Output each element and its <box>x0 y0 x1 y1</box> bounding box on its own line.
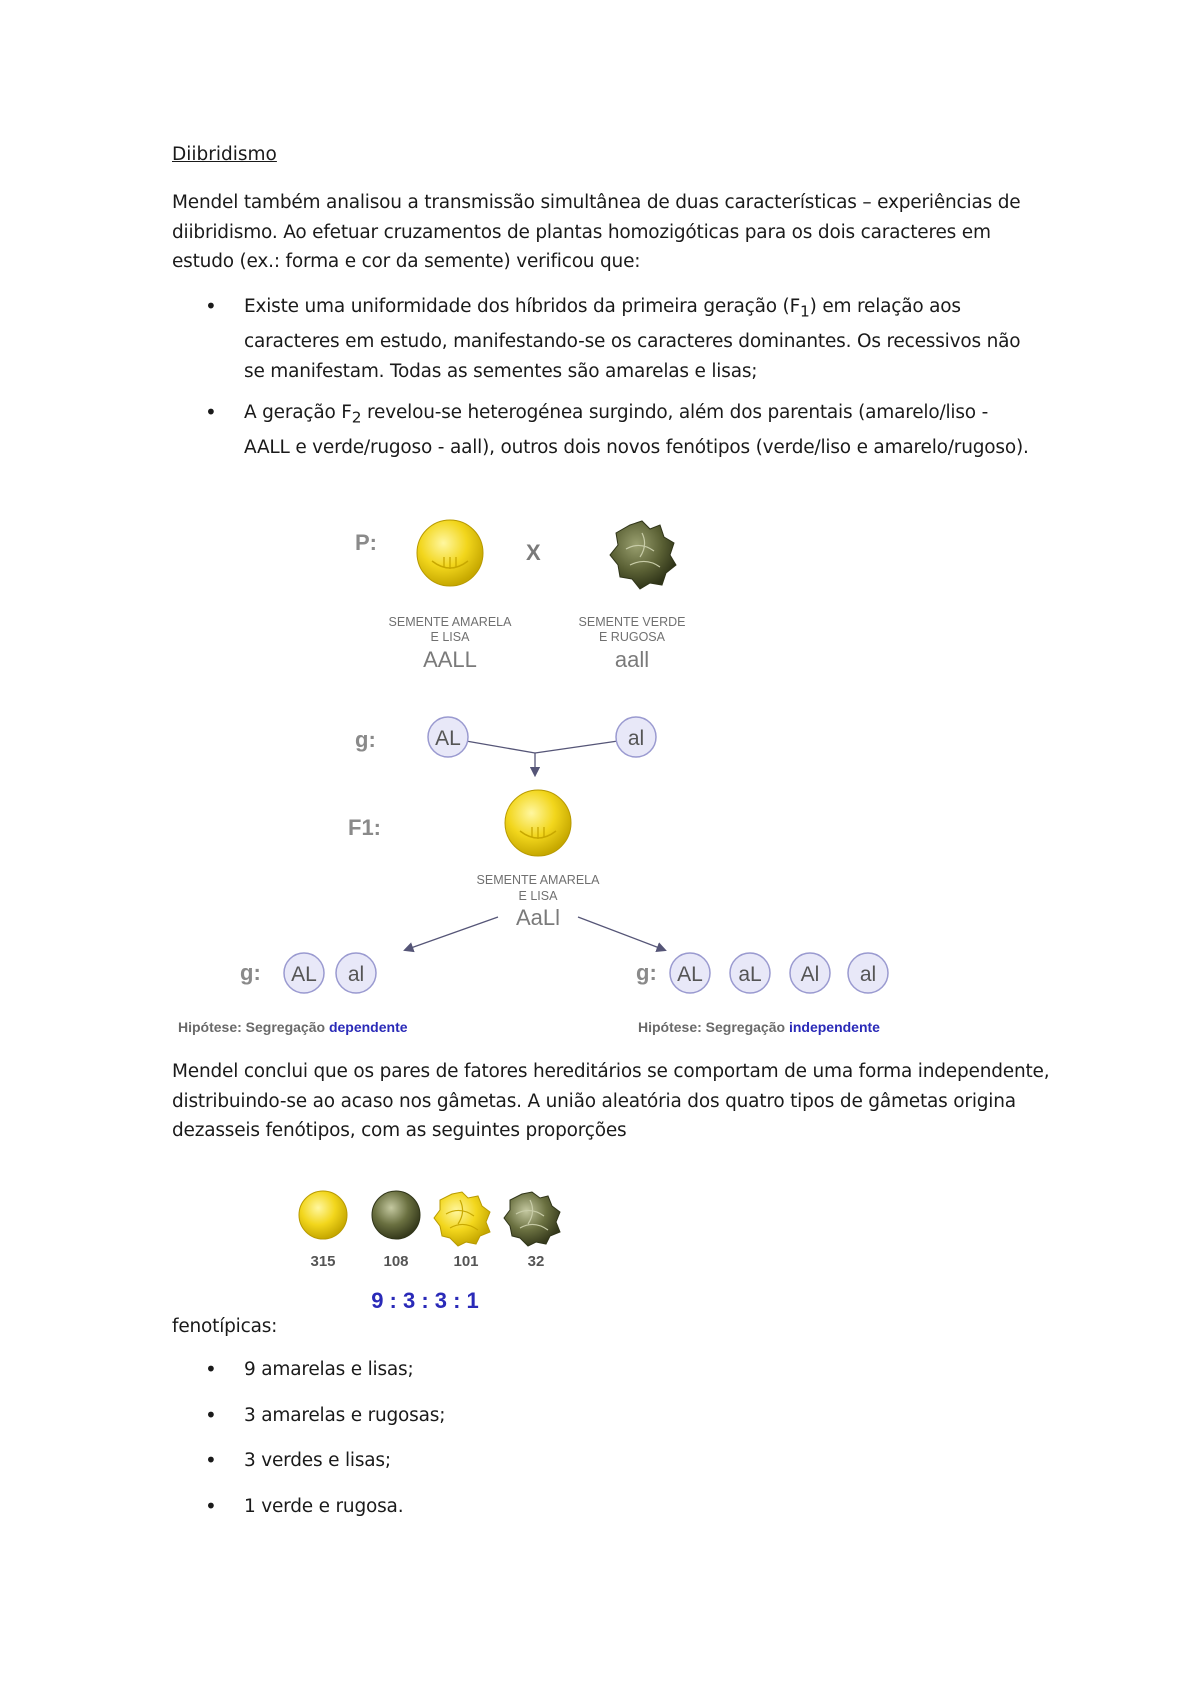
phenotype-count: 101 <box>453 1253 479 1270</box>
proportions-list <box>0 1355 1034 1537</box>
parent2-description-2: E RUGOSA <box>599 630 665 644</box>
yellow-smooth-seed-icon <box>417 520 483 586</box>
proportion-item: • 9 amarelas e lisas; <box>0 1355 1034 1385</box>
f1-description: SEMENTE AMARELA <box>476 873 600 887</box>
gamete-circle <box>848 953 888 993</box>
gamete-circle <box>730 953 770 993</box>
gamete-circle <box>790 953 830 993</box>
phenotype-count: 32 <box>527 1253 545 1270</box>
svg-text:al: al <box>627 727 645 750</box>
observation-item: • Existe uma uniformidade dos híbridos da primeira geração $(F_1)$ em relação aos caracteres em estudo, manifestando-se os caracteres dominantes. Os recessivos não se manifestam. Todas as sementes são amarelas e lisas; <box>0 292 1034 386</box>
gamete-circle <box>428 717 468 757</box>
phenotypic-ratio: 9 : 3 : 3 : 1 <box>371 1288 479 1313</box>
green-smooth-seed-icon <box>372 1191 420 1239</box>
phenotype-count: 108 <box>383 1253 409 1270</box>
gamete-label: g: <box>636 960 657 985</box>
svg-text:aL: aL <box>738 963 762 986</box>
p-label: P: <box>355 530 377 555</box>
parent1-genotype: AALL <box>423 647 477 672</box>
conclusion-paragraph: Mendel conclui que os pares de fatores hereditários se comportam de uma forma independente, distribuindo-se ao acaso nos gâmetas. A união aleatória dos quatro tipos de gâmetas origina dezasseis fenótipos, com as seguintes proporções <box>172 1061 1050 1141</box>
gamete-circle <box>284 953 324 993</box>
green-wrinkled-seed-icon <box>610 521 676 589</box>
svg-text:AL: AL <box>677 963 703 986</box>
proportion-item: • 3 amarelas e rugosas; <box>0 1401 1034 1431</box>
svg-text:al: al <box>347 963 365 986</box>
proportion-item: • 1 verde e rugosa. <box>0 1492 1034 1522</box>
observation-item: • A geração $F_2$ revelou-se heterogénea surgindo, além dos parentais (amarelo/liso - AALL e verde/rugoso - aall), outros dois novos fenótipos (verde/liso e amarelo/rugoso). <box>0 398 1034 463</box>
gamete-label: g: <box>240 960 261 985</box>
yellow-wrinkled-seed-icon <box>434 1192 490 1246</box>
hypothesis-independent: Hipótese: Segregação independente <box>638 1019 880 1035</box>
gamete-circle <box>336 953 376 993</box>
phenotypic-label: fenotípicas: <box>172 1316 278 1337</box>
f1-description-2: E LISA <box>518 889 558 903</box>
gamete-circle <box>616 717 656 757</box>
section-heading: Diibridismo <box>172 144 277 165</box>
intro-paragraph: Mendel também analisou a transmissão simultânea de duas características – experiências de diibridismo. Ao efetuar cruzamentos de plantas homozigóticas para os dois caracteres em estudo (ex.: forma e cor da semente) verificou que: <box>172 192 1021 272</box>
proportion-item: • 3 verdes e lisas; <box>0 1446 1034 1476</box>
hypothesis-dependent: Hipótese: Segregação dependente <box>178 1019 408 1035</box>
parent1-description-2: E LISA <box>430 630 470 644</box>
svg-text:AL: AL <box>435 727 461 750</box>
gamete-label: g: <box>355 727 376 752</box>
f1-label: F1: <box>348 815 381 840</box>
parent2-genotype: aall <box>614 647 650 672</box>
observations-list <box>0 292 1034 475</box>
green-wrinkled-seed-icon <box>504 1192 560 1246</box>
parent1-description: SEMENTE AMARELA <box>388 615 512 629</box>
yellow-smooth-seed-icon <box>299 1191 347 1239</box>
f1-genotype: AaLl <box>515 905 561 930</box>
f1-yellow-smooth-seed-icon <box>505 790 571 856</box>
phenotype-count: 315 <box>310 1253 336 1270</box>
dihybrid-cross-diagram <box>160 505 940 1040</box>
gamete-circle <box>670 953 710 993</box>
f2-phenotypes-figure <box>290 1180 590 1315</box>
parent2-description: SEMENTE VERDE <box>578 615 686 629</box>
svg-text:Al: Al <box>800 963 820 986</box>
svg-text:al: al <box>859 963 877 986</box>
cross-symbol: X <box>526 540 541 565</box>
svg-text:AL: AL <box>291 963 317 986</box>
